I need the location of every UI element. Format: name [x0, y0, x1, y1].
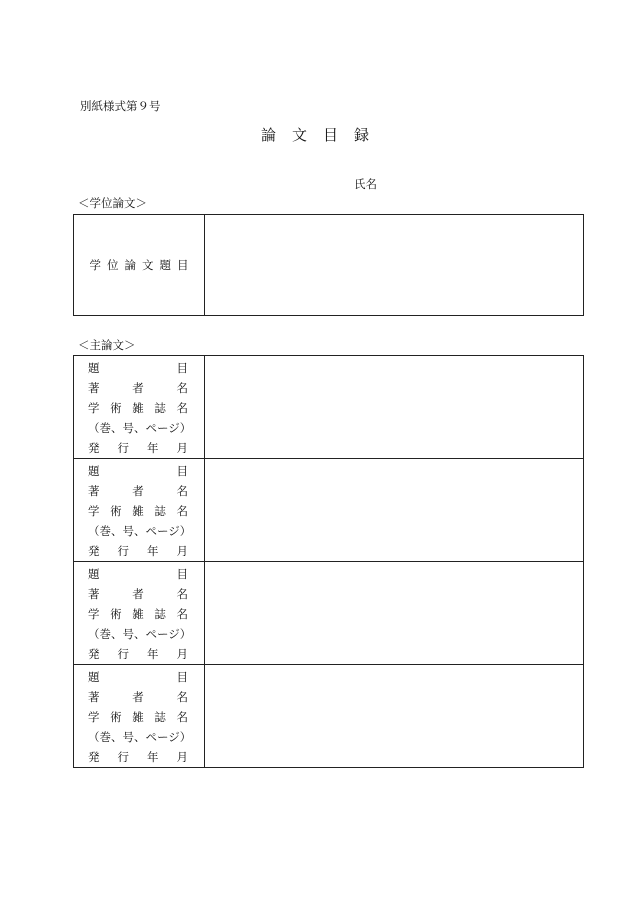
label-char: 行: [117, 750, 129, 764]
label-char: 術: [110, 504, 122, 518]
volume-label-text: （巻、号、ページ）: [88, 730, 192, 744]
label-char: 発: [88, 544, 100, 558]
label-char: 名: [176, 484, 188, 498]
label-char: 雑: [132, 710, 144, 724]
label-char: 誌: [154, 401, 166, 415]
title-char: 論: [260, 126, 276, 144]
title-label: [88, 461, 188, 481]
label-char: 著: [88, 587, 100, 601]
volume-label-text: （巻、号、ページ）: [88, 524, 192, 538]
entry-labels: [74, 459, 205, 562]
title-char: 目: [323, 126, 339, 144]
label-char: 月: [176, 544, 188, 558]
label-char: 目: [176, 567, 188, 581]
label-char: 年: [147, 647, 159, 661]
volume-label: [88, 624, 192, 644]
main-section-heading: ＜主論文＞: [78, 338, 136, 352]
label-char: 行: [117, 647, 129, 661]
author-label: [88, 584, 188, 604]
label-char: 題: [88, 670, 100, 684]
label-char: 著: [88, 690, 100, 704]
entry-content-field[interactable]: [205, 562, 584, 665]
label-char: 目: [176, 464, 188, 478]
label-char: 目: [176, 670, 188, 684]
name-label: 氏名: [354, 177, 377, 191]
label-char: 文: [142, 258, 154, 272]
main-thesis-entry: [74, 356, 584, 459]
label-char: 題: [88, 464, 100, 478]
label-char: 名: [176, 690, 188, 704]
main-thesis-entry: [74, 459, 584, 562]
main-thesis-table: [73, 355, 584, 768]
label-char: 題: [88, 567, 100, 581]
label-char: 題: [88, 361, 100, 375]
date-label: [88, 644, 188, 664]
degree-thesis-title-field[interactable]: [205, 215, 584, 316]
main-thesis-entry: [74, 665, 584, 768]
author-label: [88, 378, 188, 398]
date-label: [88, 747, 188, 767]
label-char: 題: [159, 258, 171, 272]
volume-label-text: （巻、号、ページ）: [88, 627, 192, 641]
label-char: 雑: [132, 504, 144, 518]
title-char: 文: [291, 126, 307, 144]
label-char: 名: [176, 381, 188, 395]
label-char: 者: [132, 381, 144, 395]
label-char: 者: [132, 484, 144, 498]
label-char: 誌: [154, 504, 166, 518]
label-char: 著: [88, 381, 100, 395]
label-char: 者: [132, 587, 144, 601]
entry-labels: [74, 356, 205, 459]
volume-label: [88, 521, 192, 541]
label-char: 月: [176, 441, 188, 455]
entry-content-field[interactable]: [205, 665, 584, 768]
author-label: [88, 687, 188, 707]
journal-label: [88, 501, 188, 521]
entry-labels: [74, 562, 205, 665]
form-number: 別紙様式第９号: [80, 99, 161, 113]
label-char: 論: [124, 258, 136, 272]
label-char: 月: [176, 647, 188, 661]
label-char: 行: [117, 544, 129, 558]
label-char: 名: [176, 401, 188, 415]
degree-thesis-title-label: [74, 215, 205, 316]
label-char: 名: [176, 607, 188, 621]
journal-label: [88, 707, 188, 727]
label-char: 術: [110, 710, 122, 724]
label-char: 名: [176, 710, 188, 724]
title-label: [88, 667, 188, 687]
volume-label: [88, 418, 192, 438]
label-char: 発: [88, 647, 100, 661]
entry-content-field[interactable]: [205, 356, 584, 459]
page-title: [0, 124, 630, 145]
date-label: [88, 541, 188, 561]
date-label: [88, 438, 188, 458]
label-char: 名: [176, 587, 188, 601]
entry-content-field[interactable]: [205, 459, 584, 562]
label-char: 年: [147, 441, 159, 455]
label-char: 月: [176, 750, 188, 764]
label-char: 誌: [154, 607, 166, 621]
label-char: 目: [177, 258, 189, 272]
entry-labels: [74, 665, 205, 768]
label-char: 位: [107, 258, 119, 272]
label-char: 著: [88, 484, 100, 498]
label-char: 学: [88, 710, 100, 724]
degree-thesis-table: [73, 214, 584, 316]
label-char: 学: [88, 607, 100, 621]
degree-section-heading: ＜学位論文＞: [78, 196, 147, 210]
label-char: 学: [88, 504, 100, 518]
label-char: 名: [176, 504, 188, 518]
label-char: 年: [147, 750, 159, 764]
volume-label: [88, 727, 192, 747]
label-char: 学: [88, 401, 100, 415]
author-label: [88, 481, 188, 501]
journal-label: [88, 604, 188, 624]
label-char: 目: [176, 361, 188, 375]
journal-label: [88, 398, 188, 418]
label-char: 学: [89, 258, 101, 272]
label-char: 年: [147, 544, 159, 558]
title-label: [88, 564, 188, 584]
label-char: 者: [132, 690, 144, 704]
label-char: 術: [110, 401, 122, 415]
volume-label-text: （巻、号、ページ）: [88, 421, 192, 435]
label-char: 行: [117, 441, 129, 455]
title-label: [88, 358, 188, 378]
label-char: 雑: [132, 607, 144, 621]
label-char: 術: [110, 607, 122, 621]
label-char: 誌: [154, 710, 166, 724]
label-char: 発: [88, 750, 100, 764]
label-char: 雑: [132, 401, 144, 415]
label-char: 発: [88, 441, 100, 455]
title-char: 録: [354, 126, 370, 144]
main-thesis-entry: [74, 562, 584, 665]
